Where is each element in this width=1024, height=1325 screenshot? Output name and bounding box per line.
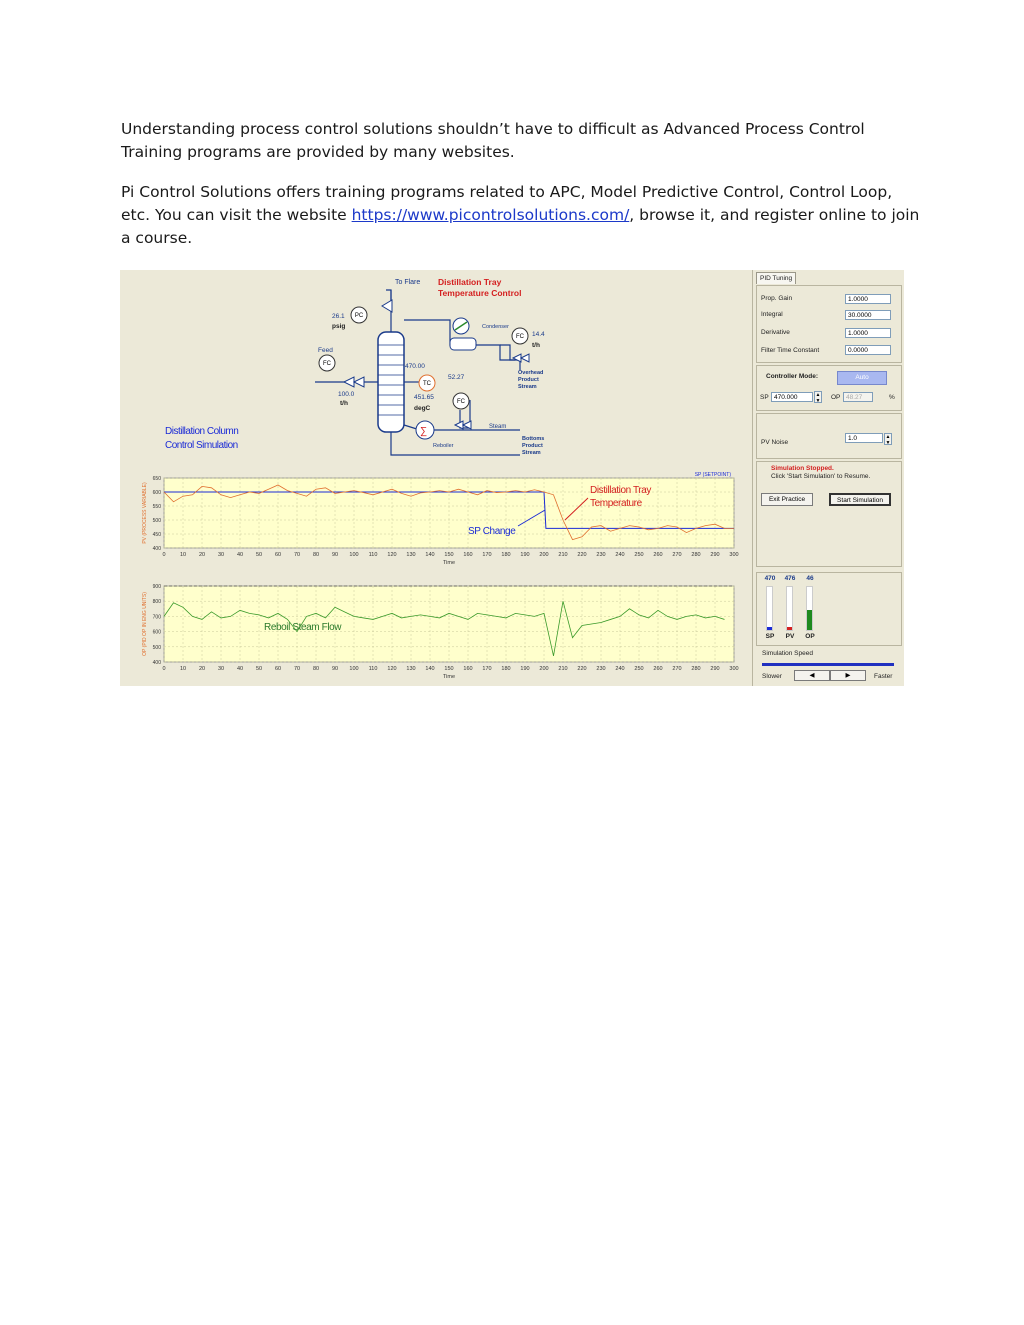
overhead-label-3: Stream	[518, 384, 537, 390]
bar-fill-pv	[787, 627, 792, 630]
x-tick-label: 110	[368, 666, 378, 672]
filter-field[interactable]: 0.0000	[845, 345, 891, 355]
feed-label: Feed	[318, 347, 333, 354]
x-tick-label: 200	[539, 552, 549, 558]
bar-track-pv	[786, 586, 793, 631]
pv-noise-label: PV Noise	[761, 439, 789, 446]
status-line-1: Simulation Stopped.	[771, 465, 834, 472]
annotation-sp-change: SP Change	[468, 526, 516, 537]
to-flare-label: To Flare	[395, 279, 421, 286]
bar-area	[763, 575, 823, 643]
bottoms-label-1: Bottoms	[522, 436, 545, 442]
bottoms-label-3: Stream	[522, 450, 541, 456]
percent-label: %	[889, 394, 895, 401]
overhead-label-1: Overhead	[518, 370, 544, 376]
fc-top-value: 14.4	[532, 331, 545, 338]
x-tick-label: 120	[387, 666, 397, 672]
training-text-before: Pi Control Solutions offers training programs related to APC, Model Predictive Control, Control Loop, etc. You can visit the website	[121, 183, 893, 224]
steam-label: Steam	[489, 424, 507, 430]
sim-speed-track[interactable]	[762, 663, 894, 666]
x-tick-label: 10	[179, 666, 187, 672]
overhead-label-2: Product	[518, 377, 539, 383]
x-tick-label: 70	[293, 666, 301, 672]
x-tick-label: 230	[596, 666, 606, 672]
op-label: OP	[831, 394, 841, 401]
condenser-label: Condenser	[482, 324, 509, 330]
y-tick-label: 800	[152, 599, 161, 606]
x-tick-label: 210	[558, 666, 568, 672]
x-tick-label: 160	[463, 666, 473, 672]
x-tick-label: 0	[162, 666, 166, 672]
x-tick-label: 150	[444, 552, 454, 558]
y-tick-label: 450	[152, 532, 161, 538]
pv-chart	[120, 468, 752, 572]
x-tick-label: 250	[634, 552, 644, 558]
x-tick-label: 140	[425, 552, 435, 558]
annotation-reboil-steam: Reboil Steam Flow	[264, 622, 342, 633]
y-tick-label: 550	[152, 504, 161, 510]
x-tick-label: 40	[236, 552, 244, 558]
x-tick-label: 10	[179, 552, 187, 558]
bar-track-op	[806, 586, 813, 631]
y-tick-label: 650	[152, 476, 161, 482]
x-tick-label: 110	[368, 552, 378, 558]
integral-label: Integral	[761, 311, 783, 318]
pv-noise-field[interactable]: 1.0	[845, 433, 883, 443]
faster-label: Faster	[874, 673, 893, 680]
x-tick-label: 240	[615, 552, 625, 558]
x-tick-label: 0	[162, 552, 166, 558]
x-tick-label: 20	[198, 552, 206, 558]
x-tick-label: 300	[729, 552, 739, 558]
controller-mode-label: Controller Mode:	[766, 373, 818, 380]
tc-tag: TC	[423, 381, 431, 387]
slower-label: Slower	[762, 673, 782, 680]
x-tick-label: 180	[501, 666, 511, 672]
pc-value: 26.1	[332, 313, 345, 320]
tc-pv: 451.65	[414, 394, 434, 401]
x-tick-label: 90	[331, 666, 339, 672]
bar-fill-op	[807, 610, 812, 630]
x-tick-label: 180	[501, 552, 511, 558]
diagram-title-line1: Distillation Tray	[438, 277, 502, 287]
y-tick-label: 500	[152, 518, 161, 524]
x-axis-label: Time	[442, 560, 456, 566]
x-tick-label: 270	[672, 666, 682, 672]
y-tick-label: 600	[152, 490, 161, 496]
tc-setpoint: 470.00	[405, 363, 425, 370]
sim-speed-label: Simulation Speed	[762, 650, 813, 657]
status-line-2: Click 'Start Simulation' to Resume.	[771, 473, 871, 480]
y-axis-label: OP (PID OP IN ENG UNITS)	[142, 592, 148, 656]
intro-paragraph: Understanding process control solutions shouldn’t have to difficult as Advanced Process Control Training programs are provided by many websites.	[121, 120, 865, 161]
x-tick-label: 80	[312, 666, 320, 672]
feed-value: 100.0	[338, 391, 355, 398]
x-tick-label: 100	[349, 552, 359, 558]
website-link[interactable]: https://www.picontrolsolutions.com/	[351, 206, 630, 224]
prop-gain-field[interactable]: 1.0000	[845, 294, 891, 304]
y-tick-label: 400	[152, 546, 161, 552]
svg-text:∑: ∑	[420, 426, 428, 437]
x-tick-label: 80	[312, 552, 320, 558]
x-tick-label: 160	[463, 552, 473, 558]
x-tick-label: 30	[217, 666, 225, 672]
bar-label-sp: SP	[765, 633, 775, 640]
x-tick-label: 120	[387, 552, 397, 558]
sp-spinner-icon[interactable]: ▲ ▼	[815, 392, 821, 404]
x-tick-label: 280	[691, 552, 701, 558]
x-tick-label: 220	[577, 552, 587, 558]
x-tick-label: 260	[653, 666, 663, 672]
x-tick-label: 20	[198, 666, 206, 672]
pc-tag: PC	[354, 313, 364, 319]
y-tick-label: 600	[152, 629, 161, 636]
x-tick-label: 190	[520, 666, 530, 672]
fc-steam-tag: FC	[457, 399, 465, 405]
x-axis-label: Time	[442, 674, 456, 680]
x-tick-label: 220	[577, 666, 587, 672]
x-tick-label: 250	[634, 666, 644, 672]
op-field: 48.27	[843, 392, 873, 402]
bar-value-pv: 476	[784, 575, 796, 582]
bar-label-op: OP	[805, 633, 815, 640]
bar-value-op: 46	[806, 575, 814, 582]
x-tick-label: 300	[729, 666, 739, 672]
reboiler-label: Reboiler	[433, 443, 454, 449]
filter-label: Filter Time Constant	[761, 347, 820, 354]
x-tick-label: 40	[236, 666, 244, 672]
tab-pid-tuning[interactable]: PID Tuning	[756, 272, 796, 284]
sp-field[interactable]: 470.000	[771, 392, 813, 402]
diagram-caption-line1: Distillation Column	[165, 426, 239, 437]
x-tick-label: 210	[558, 552, 568, 558]
x-tick-label: 70	[293, 552, 301, 558]
y-tick-label: 900	[152, 584, 161, 590]
x-tick-label: 230	[596, 552, 606, 558]
diagram-title-line2: Temperature Control	[438, 288, 522, 298]
diagram-caption-line2: Control Simulation	[165, 440, 238, 451]
bar-fill-sp	[767, 627, 772, 630]
x-tick-label: 30	[217, 552, 225, 558]
x-tick-label: 60	[274, 666, 282, 672]
y-axis-label: PV (PROCESS VARIABLE)	[142, 482, 148, 544]
x-tick-label: 200	[539, 666, 549, 672]
controller-mode-button[interactable]: Auto	[837, 371, 887, 385]
y-tick-label: 700	[152, 614, 161, 621]
side-panel	[752, 270, 904, 686]
bar-value-sp: 470	[764, 575, 776, 582]
annotation-tray-line1: Distillation Tray	[590, 485, 651, 496]
prop-gain-label: Prop. Gain	[761, 295, 793, 302]
integral-field[interactable]: 30.0000	[845, 310, 891, 320]
annotation-tray-line2: Temperature	[590, 498, 642, 509]
y-tick-label: 400	[152, 660, 161, 666]
x-tick-label: 50	[255, 666, 263, 672]
start-simulation-button[interactable]: Start Simulation	[829, 493, 891, 506]
faster-arrow-button[interactable]: ▶	[830, 670, 866, 681]
bar-label-pv: PV	[785, 633, 795, 640]
x-tick-label: 50	[255, 552, 263, 558]
training-paragraph	[121, 181, 921, 250]
x-tick-label: 170	[482, 552, 492, 558]
sp-label: SP	[760, 394, 769, 401]
x-tick-label: 240	[615, 666, 625, 672]
x-tick-label: 270	[672, 552, 682, 558]
y-tick-label: 500	[152, 644, 161, 651]
fc-feed-tag: FC	[323, 361, 331, 367]
derivative-field[interactable]: 1.0000	[845, 328, 891, 338]
x-tick-label: 150	[444, 666, 454, 672]
x-tick-label: 90	[331, 552, 339, 558]
fc-top-tag: FC	[516, 334, 524, 340]
x-tick-label: 100	[349, 666, 359, 672]
tc-output: 52.27	[448, 374, 465, 381]
x-tick-label: 130	[406, 552, 416, 558]
fc-top-unit: t/h	[532, 342, 540, 349]
distillation-column	[378, 332, 404, 432]
training-text-after: , browse it, and register online to join a course.	[121, 206, 920, 247]
tc-unit: degC	[414, 405, 431, 412]
pc-unit: psig	[332, 323, 346, 330]
bottoms-label-2: Product	[522, 443, 543, 449]
derivative-label: Derivative	[761, 329, 790, 336]
x-tick-label: 190	[520, 552, 530, 558]
x-tick-label: 140	[425, 666, 435, 672]
x-tick-label: 170	[482, 666, 492, 672]
feed-unit: t/h	[340, 400, 348, 407]
simulator-screenshot	[120, 270, 904, 686]
legend-setpoint: SP (SETPOINT)	[694, 472, 731, 478]
x-tick-label: 130	[406, 666, 416, 672]
slower-arrow-button[interactable]: ◀	[794, 670, 830, 681]
x-tick-label: 60	[274, 552, 282, 558]
pv-noise-spinner-icon[interactable]: ▲ ▼	[885, 434, 891, 446]
x-tick-label: 290	[710, 552, 720, 558]
op-chart	[120, 576, 752, 686]
exit-practice-button[interactable]: Exit Practice	[761, 493, 813, 506]
x-tick-label: 280	[691, 666, 701, 672]
process-diagram	[120, 270, 752, 466]
bar-track-sp	[766, 586, 773, 631]
x-tick-label: 290	[710, 666, 720, 672]
x-tick-label: 260	[653, 552, 663, 558]
